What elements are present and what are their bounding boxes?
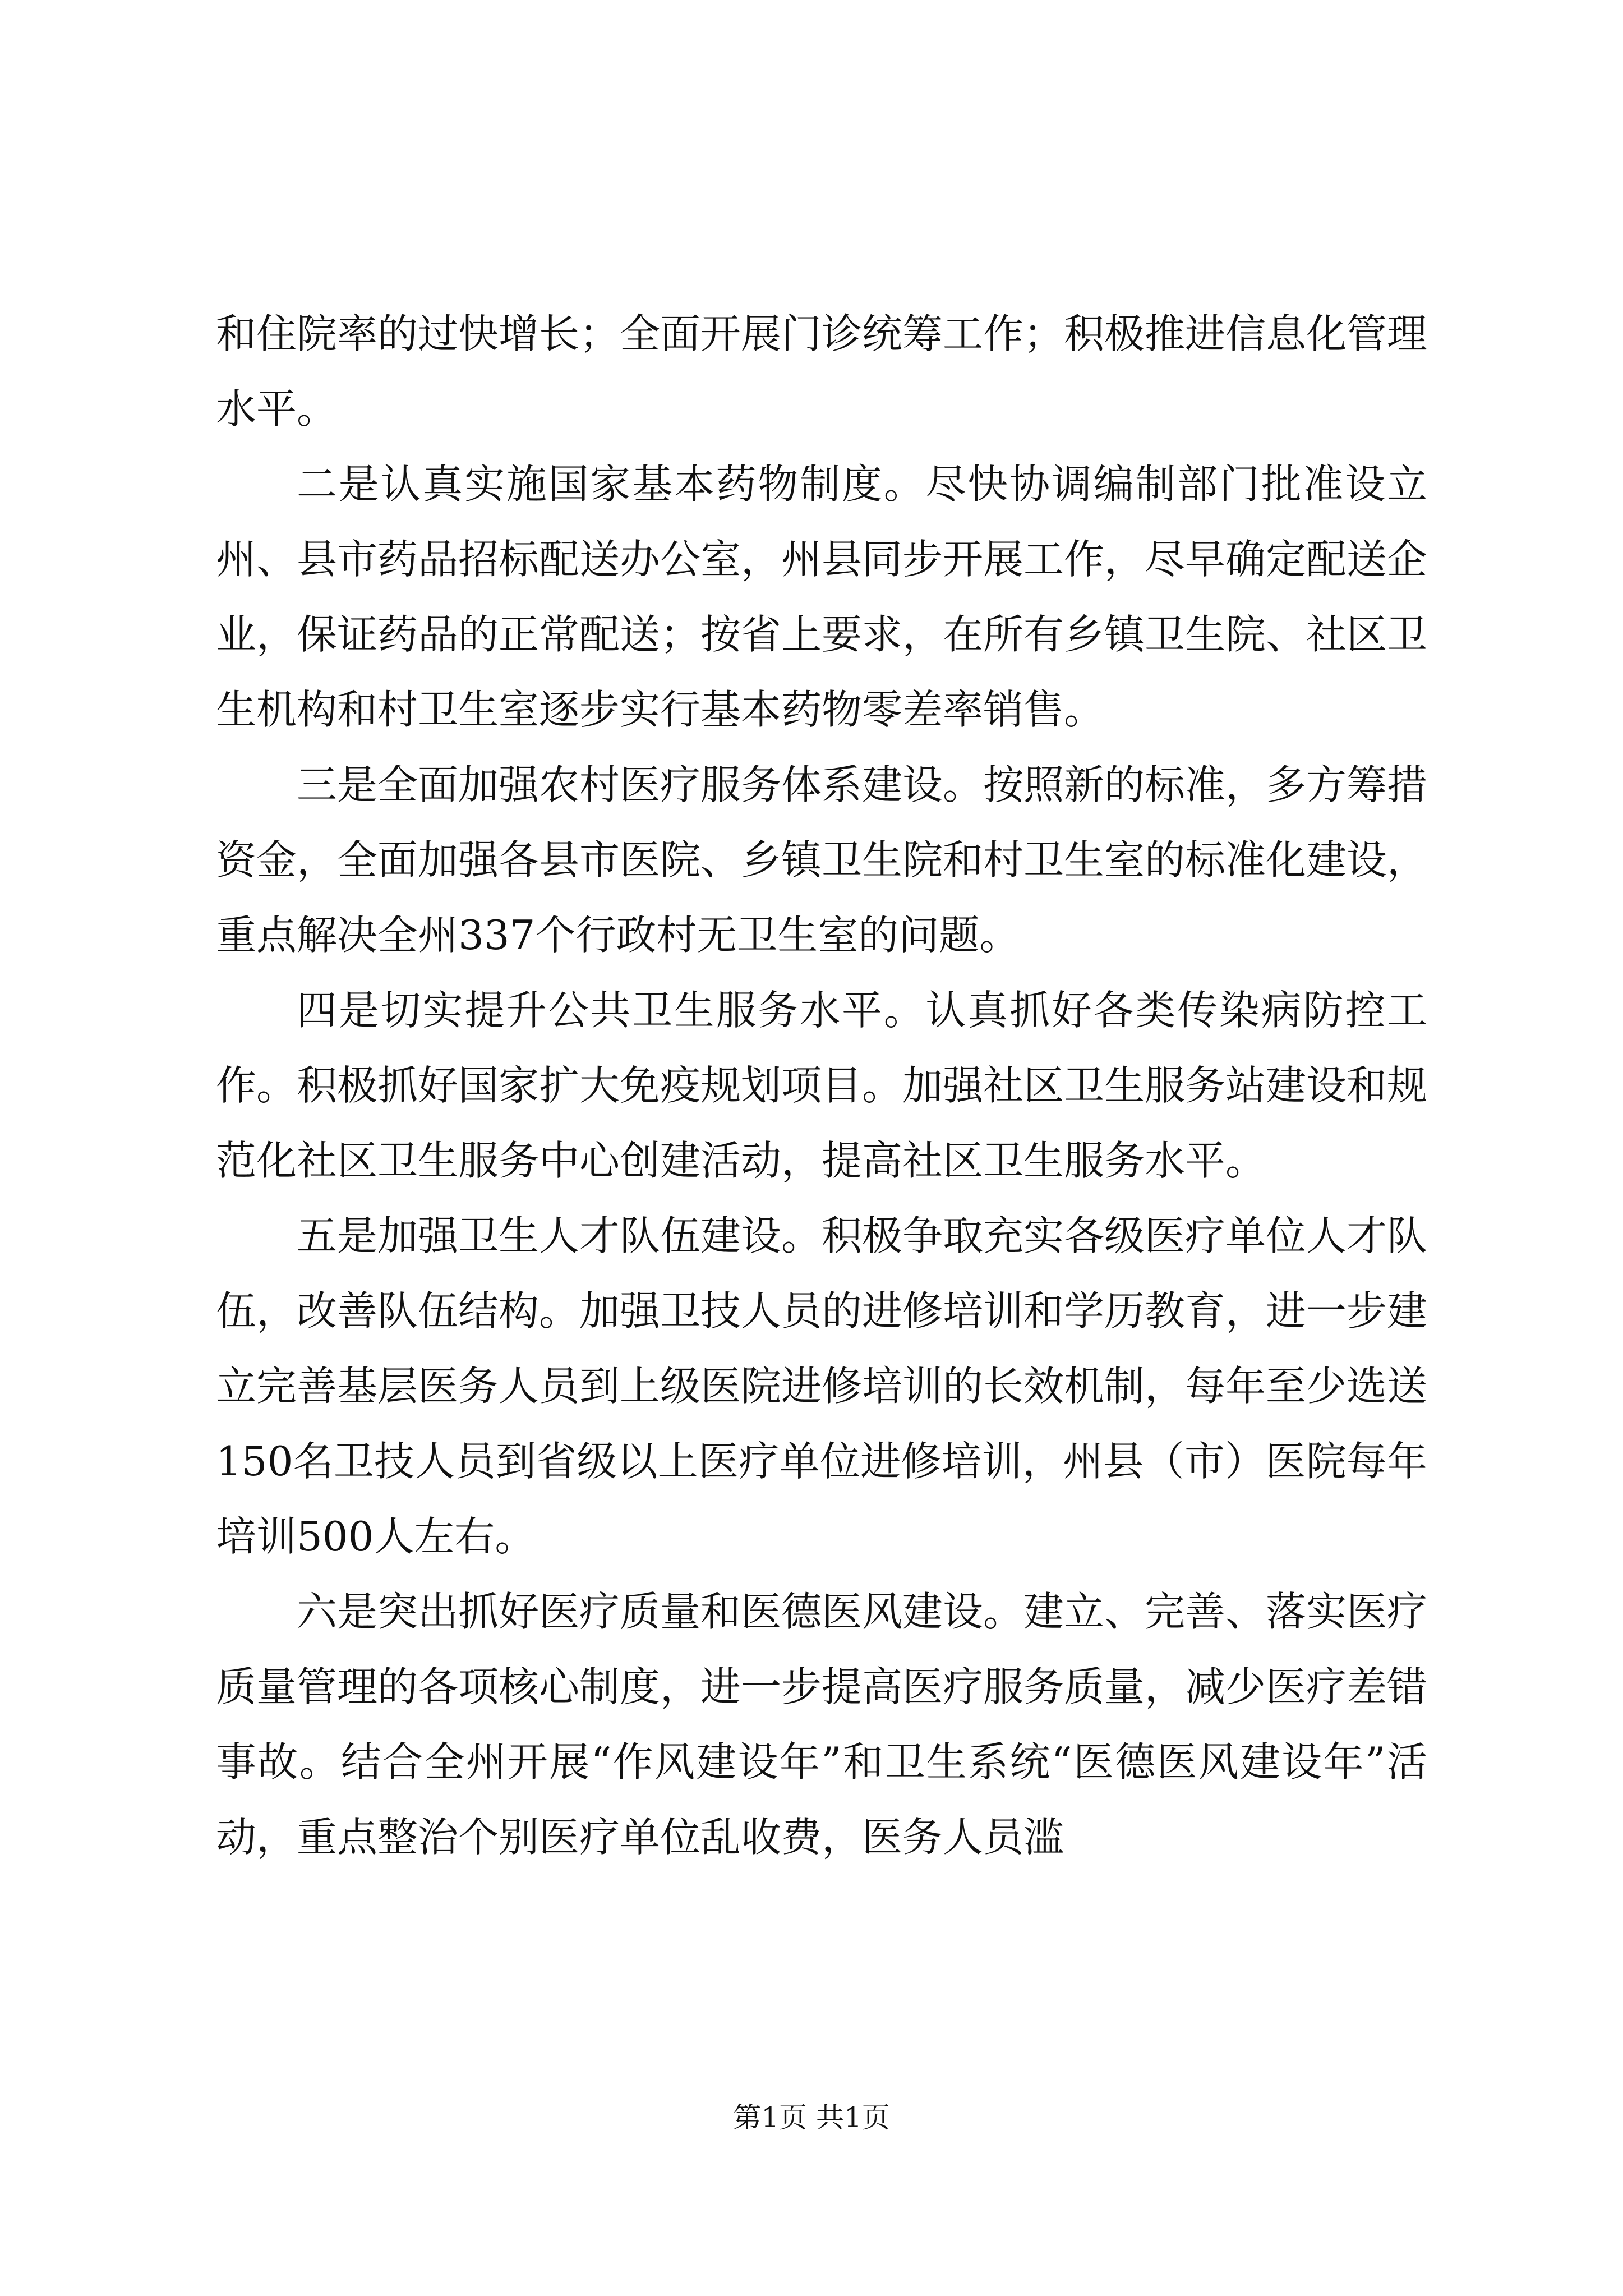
paragraph-item-4: 四是切实提升公共卫生服务水平。认真抓好各类传染病防控工作。积极抓好国家扩大免疫规划项目。加强社区卫生服务站建设和规范化社区卫生服务中心创建活动，提高社区卫生服务水平。 [216, 987, 1428, 1184]
paragraph-item-5: 五是加强卫生人才队伍建设。积极争取充实各级医疗单位人才队伍，改善队伍结构。加强卫技人员的进修培训和学历教育，进一步建立完善基层医务人员到上级医院进修培训的长效机制，每年至少选送150名卫技人员到省级以上医疗单位进修培训，州县（市）医院每年培训500人左右。 [216, 1212, 1428, 1560]
page-footer [0, 2101, 1623, 2134]
page-number-label: 第1页 共1页 [733, 2101, 890, 2134]
paragraph-item-6: 六是突出抓好医疗质量和医德医风建设。建立、完善、落实医疗质量管理的各项核心制度，进一步提高医疗服务质量，减少医疗差错事故。结合全州开展“作风建设年”和卫生系统“医德医风建设年”活动，重点整治个别医疗单位乱收费，医务人员滥 [216, 1588, 1428, 1861]
paragraph-item-3: 三是全面加强农村医疗服务体系建设。按照新的标准，多方筹措资金，全面加强各县市医院、乡镇卫生院和村卫生室的标准化建设，重点解决全州337个行政村无卫生室的问题。 [216, 761, 1428, 959]
paragraph-item-2: 二是认真实施国家基本药物制度。尽快协调编制部门批准设立州、县市药品招标配送办公室，州县同步开展工作，尽早确定配送企业，保证药品的正常配送；按省上要求，在所有乡镇卫生院、社区卫生机构和村卫生室逐步实行基本药物零差率销售。 [216, 461, 1428, 733]
paragraph-continuation: 和住院率的过快增长；全面开展门诊统筹工作；积极推进信息化管理水平。 [216, 310, 1428, 432]
document-body [216, 296, 1427, 1875]
